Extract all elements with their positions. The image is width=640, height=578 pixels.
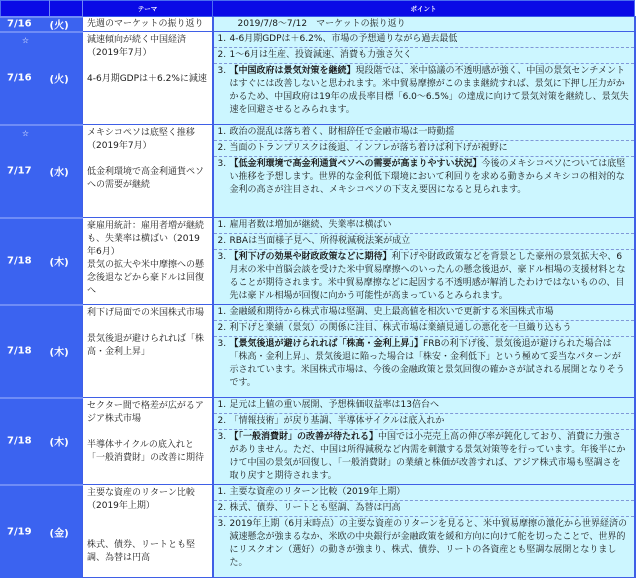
theme-subtitle: 景気後退が避けられれば「株高・金利上昇」: [87, 334, 205, 357]
table-row: [1, 32, 635, 125]
point-headline: 【利下げの効果や財政政策などに期待】: [229, 252, 392, 262]
point-item: 2. 「情報技術」が戻り基調、半導体サイクルは底入れか: [214, 414, 634, 430]
table-row: [1, 218, 635, 305]
weekday-cell: [50, 305, 83, 398]
point-item: 1. 主要な資産のリターン比較（2019年上期）: [214, 485, 634, 501]
weekday-label: (木): [49, 347, 69, 359]
weekday-cell: [50, 218, 83, 305]
theme-cell[interactable]: [83, 125, 213, 218]
weekday-cell: [50, 32, 83, 125]
weekday-label: (火): [49, 74, 69, 86]
header-row: [1, 1, 635, 17]
date-cell: [1, 218, 50, 305]
point-item: 3. 【利下げの効果や財政政策などに期待】利下げや財政政策などを背景とした豪州の景気拡大や、6月末の米中首脳会談を受けた米中貿易摩擦へのいったんの懸念後退が、豪ドル相場の支援材料となることが期待されます。米中貿易摩擦などに起因する不透明感が解消したわけではないものの、目先は豪ドル相場が回復に向かう可能性が高まっているとみられます。: [217, 252, 626, 301]
theme-title: 減速傾向が続く中国経済（2019年7月）: [87, 35, 187, 58]
point-item: 3. 【低金利環境で高金利通貨ペソへの需要が高まりやすい状況】今後のメキシコペソについては底堅い推移を予想します。世界的な金利低下環境において利回りを求める動きからメキシコの相対的な金利の高さが注目され、メキシコペソの下支え要因になると見られます。: [217, 159, 626, 195]
star-icon: ☆: [21, 128, 30, 138]
theme-cell[interactable]: [83, 305, 213, 398]
point-item: 2. 株式、債券、リートとも堅調、為替は円高: [214, 501, 634, 517]
theme-subtitle: 半導体サイクルの底入れと「一般消費財」の改善に期待: [87, 440, 205, 463]
header-theme: テーマ: [83, 1, 213, 17]
theme-cell[interactable]: [83, 32, 213, 125]
date-cell: [1, 125, 50, 218]
point-summary: 2019/7/8～7/12 マーケットの振り返り: [237, 19, 406, 29]
date-label: 7/17: [7, 165, 32, 177]
theme-title: 先週のマーケットの振り返り: [87, 19, 204, 29]
theme-subtitle: 景気の拡大や米中摩擦への懸念後退などから豪ドルは回復へ: [87, 260, 205, 296]
point-cell: [213, 398, 635, 485]
header-date-cell: [1, 1, 50, 17]
theme-title: メキシコペソは底堅く推移（2019年7月）: [87, 128, 195, 151]
theme-title: 豪雇用統計：雇用者増が継続も、失業率は横ばい（2019年6月）: [87, 221, 205, 257]
theme-title: セクター間で格差が広がるアジア株式市場: [87, 401, 204, 424]
weekday-cell: [50, 485, 83, 578]
weekday-label: (木): [49, 437, 69, 449]
table-row: [1, 305, 635, 398]
point-item: 2. RBAは当面様子見へ、所得税減税法案が成立: [214, 234, 634, 250]
point-item: 3. 【「一般消費財」の改善が待たれる】中国では小売売上高の伸び率が鈍化しており、消費に力強さがありません。ただ、中国は所得減税など内需を刺激する景気対策等を行っています。年後半にかけて中国の景気が回復し、「一般消費財」の業績と株価が改善すれば、アジア株式市場も堅調さを取り戻すと期待されます。: [217, 432, 626, 481]
point-cell: [213, 218, 635, 305]
weekday-cell: [50, 125, 83, 218]
date-label: 7/18: [7, 435, 32, 447]
point-item: 2. 利下げと業績（景気）の関係に注目、株式市場は業績見通しの悪化を一旦織り込もう: [214, 321, 634, 337]
table-row: [1, 398, 635, 485]
point-item: 3. 2019年上期（6月末時点）の主要な資産のリターンを見ると、米中貿易摩擦の激化から世界経済の減速懸念が強まるなか、米欧の中央銀行が金融政策を緩和方向に向けて舵を切ったことで、世界的にリスクオン（選好）の動きが強まり、株式、債券、リートの各資産とも堅調な展開となりました。: [217, 519, 627, 568]
table-row: [1, 17, 635, 32]
point-item: 2. 1～6月は生産、投資減速、消費も力強さ欠く: [214, 48, 634, 64]
header-dow-cell: [50, 1, 83, 17]
date-label: 7/19: [7, 526, 32, 537]
date-cell: [1, 32, 50, 125]
theme-cell[interactable]: [83, 398, 213, 485]
star-icon: ☆: [21, 35, 30, 45]
theme-cell[interactable]: [83, 17, 213, 32]
date-label: 7/18: [7, 345, 32, 357]
theme-subtitle: 4-6月期GDPは＋6.2%に減速: [87, 74, 207, 84]
weekday-label: (金): [49, 528, 69, 539]
point-headline: 【低金利環境で高金利通貨ペソへの需要が高まりやすい状況】: [229, 159, 482, 169]
date-cell: [1, 485, 50, 578]
point-item: 2. 当面のトランプリスクは後退、インフレが落ち着けば利下げが視野に: [214, 141, 634, 157]
point-item: 3. 【景気後退が避けられれば「株高・金利上昇」】FRBの利下げ後、景気後退が避けられた場合は「株高・金利上昇」、景気後退に陥った場合は「株安・金利低下」という極めて妥当なパターンが示されています。米国株式市場は、今後の金融政策と景気回復の確かさが試される展開となりそうです。: [217, 339, 625, 388]
theme-cell[interactable]: [83, 485, 213, 578]
point-cell: [213, 485, 635, 578]
point-headline: 【中国政府は景気対策を継続】: [229, 66, 356, 76]
point-item: 1. 足元は上値の重い展開、予想株価収益率は13倍台へ: [214, 398, 634, 414]
date-label: 7/18: [7, 255, 32, 267]
theme-title: 主要な資産のリターン比較（2019年上期）: [87, 488, 195, 511]
header-point: ポイント: [213, 1, 635, 17]
weekday-label: (火): [49, 20, 69, 32]
point-item: 3. 【中国政府は景気対策を継続】現段階では、米中協議の不透明感が強く、中国の景気センチメントはすぐには改善しないと思われます。米中貿易摩擦がこのまま継続すれば、景気に下押し圧力がかかるため、中国政府は19年の成長率目標「6.0～6.5%」の達成に向けて景気対策を継続し、景気失速を回避させるとみられます。: [217, 66, 629, 115]
point-item: 1. 政治の混乱は落ち着く、財相辞任で金融市場は一時動揺: [214, 125, 634, 141]
point-item: 1. 金融緩和期待から株式市場は堅調、史上最高値を相次いで更新する米国株式市場: [214, 305, 634, 321]
point-cell: [213, 17, 635, 32]
weekday-cell: [50, 17, 83, 32]
point-cell: [213, 125, 635, 218]
date-label: 7/16: [7, 18, 32, 30]
weekday-label: (木): [49, 257, 69, 269]
point-headline: 【景気後退が避けられれば「株高・金利上昇」】: [229, 339, 424, 349]
weekday-cell: [50, 398, 83, 485]
theme-cell[interactable]: [83, 218, 213, 305]
point-headline: 【「一般消費財」の改善が待たれる】: [229, 432, 379, 442]
table-row: [1, 485, 635, 578]
weekday-label: (水): [49, 167, 69, 179]
date-cell: [1, 398, 50, 485]
point-item: 1. 4-6月期GDPは＋6.2%、市場の予想通りながら過去最低: [214, 32, 634, 48]
point-cell: [213, 305, 635, 398]
point-cell: [213, 32, 635, 125]
table-row: [1, 125, 635, 218]
theme-subtitle: 低金利環境で高金利通貨ペソへの需要が継続: [87, 167, 205, 190]
date-cell: [1, 305, 50, 398]
theme-subtitle: 株式、債券、リートとも堅調、為替は円高: [87, 540, 196, 563]
point-item: 1. 雇用者数は増加が継続、失業率は横ばい: [214, 218, 634, 234]
theme-title: 利下げ局面での米国株式市場: [87, 308, 205, 318]
date-label: 7/16: [7, 72, 32, 84]
date-cell: [1, 17, 50, 32]
